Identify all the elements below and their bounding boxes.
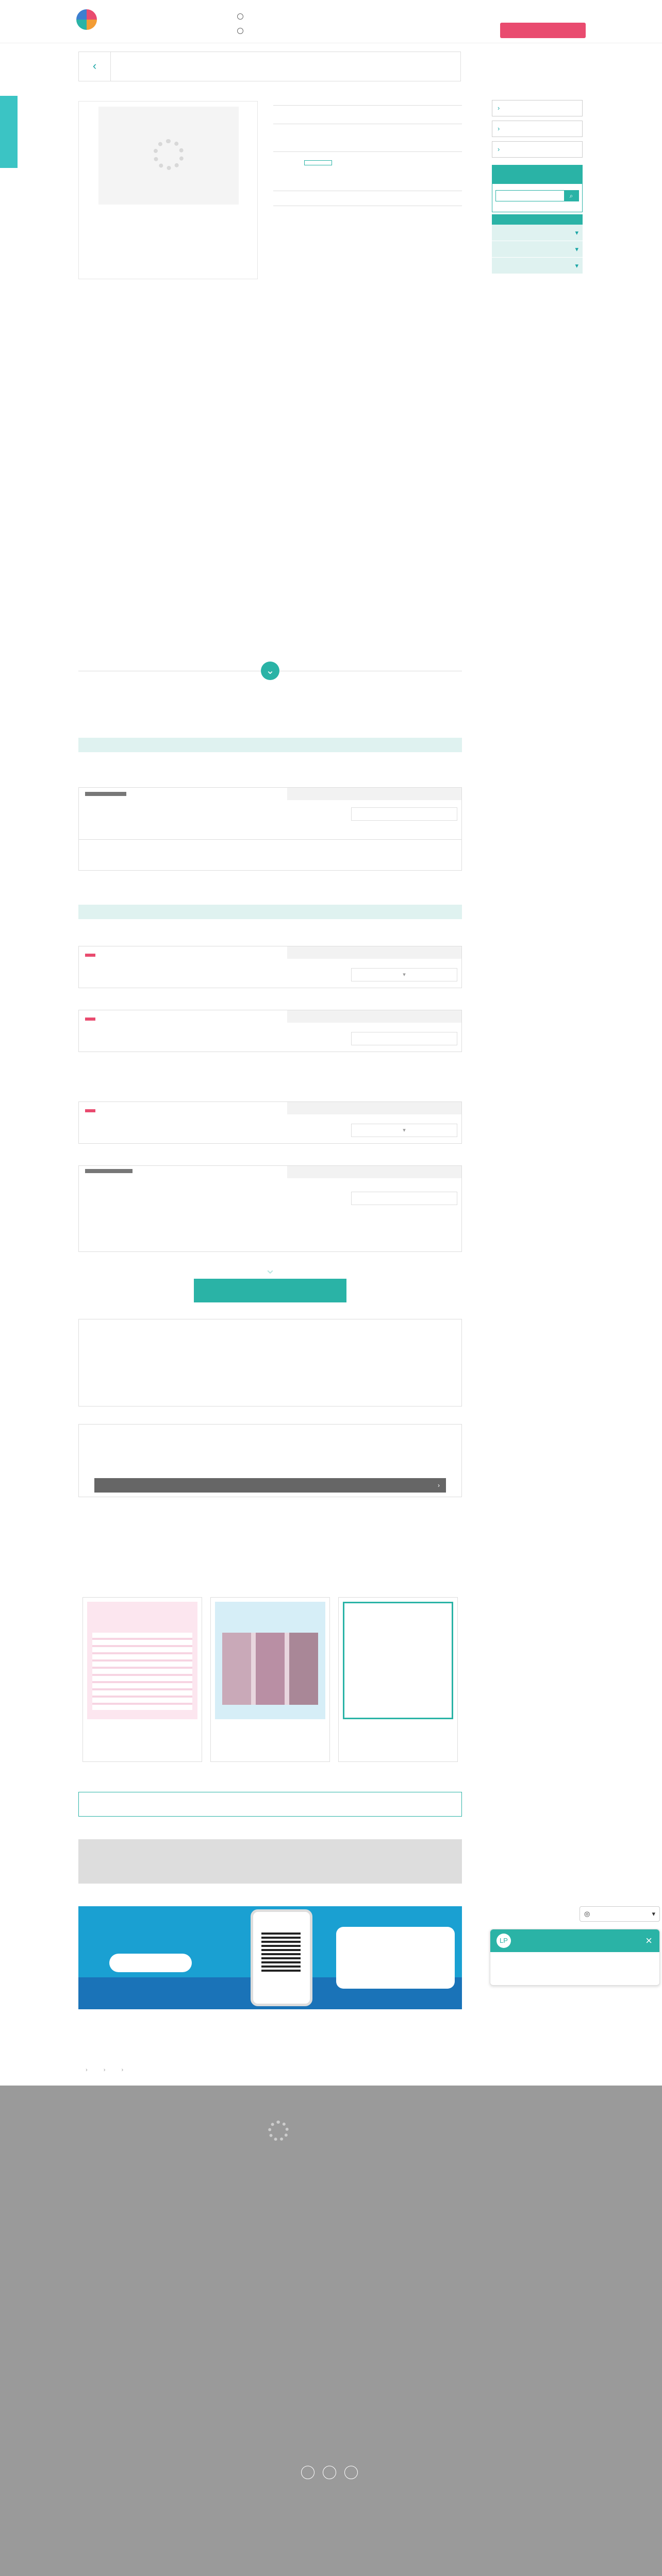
buy-tickets-link[interactable] xyxy=(492,121,583,137)
search-icon xyxy=(237,28,243,34)
venue-row xyxy=(273,151,462,191)
site-footer xyxy=(0,2086,662,2576)
page-title-bar xyxy=(78,52,461,81)
organizer-side-tab[interactable] xyxy=(0,96,18,168)
payment-info xyxy=(78,1319,462,1406)
right-sidebar xyxy=(492,100,583,274)
inquiry-form-button[interactable] xyxy=(94,1478,446,1493)
organizer-banner[interactable] xyxy=(78,1906,462,2009)
login-signup-button[interactable] xyxy=(194,1279,346,1302)
inquiry-box xyxy=(78,1424,462,1497)
phone-image xyxy=(251,1909,312,2006)
related-event-card[interactable] xyxy=(210,1597,330,1762)
qr-code-icon xyxy=(261,1933,301,1972)
chevron-down-icon: ⌄ xyxy=(264,1261,276,1277)
quantity-select[interactable] xyxy=(351,1192,457,1205)
status-badge xyxy=(85,1169,133,1173)
footer-logo[interactable] xyxy=(268,2121,293,2141)
ticket-row xyxy=(78,1010,462,1052)
site-logo[interactable] xyxy=(76,9,100,30)
back-chevron-icon[interactable]: ‹ xyxy=(79,52,111,81)
sidebar-category[interactable] xyxy=(492,241,583,258)
old-categories-heading xyxy=(492,214,583,225)
quantity-select[interactable]: ▾ xyxy=(351,1124,457,1137)
quantity-select[interactable] xyxy=(351,1032,457,1045)
status-badge xyxy=(85,954,95,957)
logo-mark-icon xyxy=(153,139,184,170)
organizer-row xyxy=(273,191,462,206)
find-events-link[interactable] xyxy=(237,27,246,35)
date-row xyxy=(273,124,462,151)
breadcrumb: › › › xyxy=(86,2067,124,2073)
event-image xyxy=(343,1602,453,1719)
close-icon[interactable]: × xyxy=(646,1934,652,1947)
event-image xyxy=(87,1602,197,1719)
event-image xyxy=(215,1602,325,1719)
chevron-down-icon: ⌄ xyxy=(261,662,279,680)
globe-icon: ◎ xyxy=(584,1910,590,1918)
quantity-select[interactable]: ▾ xyxy=(351,968,457,981)
overview-link[interactable] xyxy=(492,100,583,116)
x-icon[interactable] xyxy=(301,2466,315,2479)
venue-map-button[interactable] xyxy=(304,160,332,165)
inquiries-link[interactable] xyxy=(492,141,583,158)
ticket-row xyxy=(78,1165,462,1252)
register-login-button[interactable] xyxy=(500,23,586,38)
search-input[interactable] xyxy=(495,190,579,201)
status-badge xyxy=(85,1018,95,1021)
share-event xyxy=(78,1839,462,1884)
event-tags xyxy=(86,1527,100,1534)
event-poster xyxy=(78,101,258,279)
language-select[interactable] xyxy=(580,1906,660,1922)
find-event-heading xyxy=(492,165,583,183)
lottery-period xyxy=(78,762,84,770)
what-is-livepocket-link[interactable] xyxy=(237,12,246,20)
faq-chat-widget[interactable] xyxy=(490,1929,660,1986)
logo-mark-icon xyxy=(268,2121,289,2141)
footer-links xyxy=(0,2441,662,2448)
event-image xyxy=(98,107,239,205)
question-icon xyxy=(237,13,243,20)
related-event-card[interactable] xyxy=(82,1597,202,1762)
ticket-row xyxy=(78,1101,462,1144)
site-header xyxy=(0,0,662,43)
status-badge xyxy=(85,1109,95,1112)
fcfs-sales-bar xyxy=(78,905,462,919)
sidebar-category[interactable] xyxy=(492,225,583,241)
artist-row xyxy=(273,105,462,124)
search-icon[interactable]: ⌕ xyxy=(564,191,578,201)
keyword-tags[interactable] xyxy=(495,201,579,208)
ticket-row xyxy=(78,787,462,840)
chevron-down-icon: ▾ xyxy=(652,1910,655,1918)
status-badge xyxy=(85,792,126,796)
add-bookmark-button[interactable] xyxy=(78,1792,462,1817)
sidebar-category[interactable] xyxy=(492,258,583,274)
instagram-icon[interactable] xyxy=(344,2466,358,2479)
event-summary xyxy=(273,101,462,206)
facebook-icon[interactable] xyxy=(323,2466,336,2479)
logo-mark-icon xyxy=(76,9,97,30)
chat-avatar-icon: LP xyxy=(496,1934,511,1948)
quantity-select[interactable] xyxy=(351,807,457,821)
ticket-row xyxy=(78,946,462,988)
related-event-card[interactable] xyxy=(338,1597,458,1762)
ticket-note xyxy=(78,840,462,871)
footer-links xyxy=(0,2454,662,2462)
fcfs-period xyxy=(78,931,84,939)
lottery-sales-bar xyxy=(78,738,462,752)
